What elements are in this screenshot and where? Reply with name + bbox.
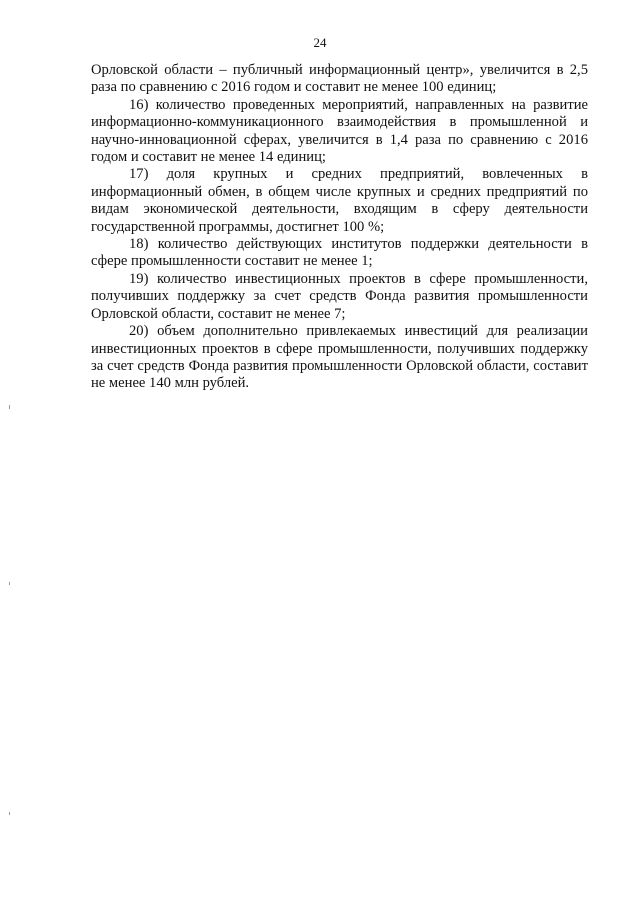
scan-edge-mark (9, 812, 10, 815)
scan-edge-mark (9, 405, 10, 409)
paragraph-item-20: 20) объем дополнительно привлекаемых инвестиций для реализации инвестиционных проектов в сфере промышленности, получивших поддержку за счет средств Фонда развития промышленности Орловской области, составит не менее 140 млн рублей. (91, 323, 588, 392)
scan-edge-mark (9, 582, 10, 585)
page-number: 24 (313, 35, 327, 50)
paragraph-continuation: Орловской области – публичный информационный центр», увеличится в 2,5 раза по сравнению с 2016 годом и составит не менее 100 единиц; (91, 62, 588, 96)
paragraph-item-19: 19) количество инвестиционных проектов в сфере промышленности, получивших поддержку за счет средств Фонда развития промышленности Орловской области, составит не менее 7; (91, 270, 588, 322)
paragraph-item-17: 17) доля крупных и средних предприятий, вовлеченных в информационный обмен, в общем числе крупных и средних предприятий по видам экономической деятельности, входящим в сферу деятельности государственной программы, достигнет 100 %; (91, 166, 588, 235)
document-body (91, 62, 588, 393)
paragraph-item-18: 18) количество действующих институтов поддержки деятельности в сфере промышленности составит не менее 1; (91, 236, 588, 270)
paragraph-item-16: 16) количество проведенных мероприятий, направленных на развитие информационно-коммуникационного взаимодействия в промышленной и научно-инновационной сферах, увеличится в 1,4 раза по сравнению с 2016 годом и составит не менее 14 единиц; (91, 96, 588, 166)
